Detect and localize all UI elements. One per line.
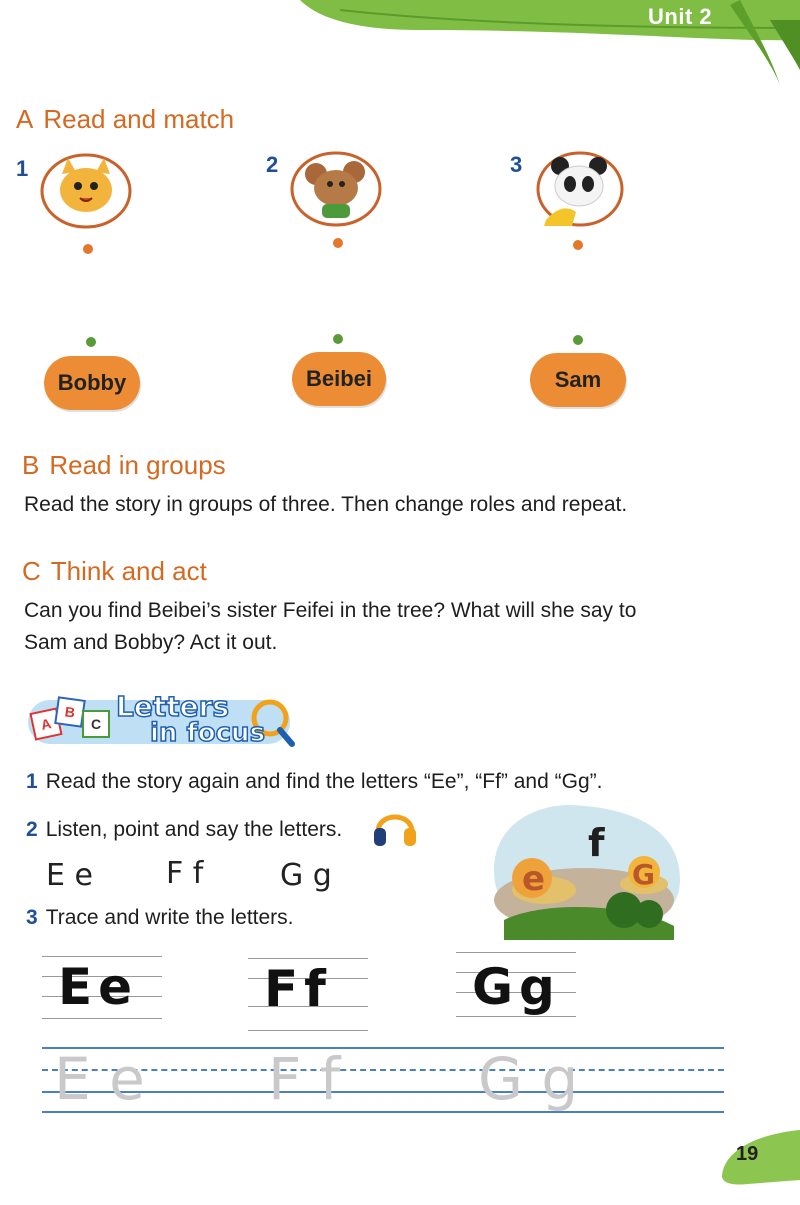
block-b: B (54, 696, 86, 728)
match-dot-top-2[interactable] (333, 238, 343, 248)
faint-ee: E e (54, 1045, 145, 1113)
block-a: A (29, 707, 62, 740)
section-c-heading (22, 556, 207, 587)
trace-ee-letters: Ee (58, 958, 139, 1016)
banner-title-line2: in focus (150, 718, 266, 748)
match-dot-top-3[interactable] (573, 240, 583, 250)
headphones-icon[interactable] (372, 802, 418, 850)
snails-illustration (484, 800, 684, 940)
trace-ff-letters: Ff (264, 960, 332, 1018)
section-b-letter: B (22, 450, 40, 480)
task-2-text: Listen, point and say the letters. (45, 818, 343, 841)
section-c-text-line2: Sam and Bobby? Act it out. (24, 631, 278, 654)
section-c-title: Think and act (50, 556, 207, 586)
cat-character-icon (40, 152, 132, 230)
faint-gg: G g (478, 1045, 579, 1113)
task-2-number: 2 (26, 818, 38, 841)
letter-pair-ee: E e (46, 858, 93, 893)
banner-title-line1: Letters (116, 690, 230, 723)
mouse-character-icon (290, 150, 382, 228)
section-b-heading (22, 450, 226, 481)
item-number-2: 2 (266, 152, 279, 177)
task-3 (26, 906, 294, 930)
task-1 (26, 770, 602, 794)
faint-ff: F f (268, 1045, 341, 1113)
letter-pair-ff: F f (166, 856, 204, 891)
unit-label: Unit 2 (648, 4, 713, 29)
letter-pair-gg: G g (280, 858, 332, 893)
item-number-1: 1 (16, 156, 29, 181)
trace-ee[interactable] (42, 948, 162, 1028)
match-dot-top-1[interactable] (83, 244, 93, 254)
section-c-text-line1: Can you find Beibei’s sister Feifei in the tree? What will she say to (24, 599, 637, 622)
name-pill-bobby[interactable]: Bobby (44, 356, 140, 410)
name-pill-sam[interactable]: Sam (530, 353, 626, 407)
section-a-letter: A (16, 104, 34, 134)
block-c: C (82, 710, 110, 738)
trace-gg-letters: Gg (472, 958, 561, 1016)
snail-letter-e: e (522, 859, 546, 899)
trace-gg[interactable] (456, 948, 576, 1028)
panda-character-icon (532, 150, 624, 228)
letters-in-focus-banner (22, 690, 297, 750)
item-number-3: 3 (510, 152, 523, 177)
section-b-title: Read in groups (49, 450, 226, 480)
trace-ff[interactable] (248, 950, 368, 1030)
hanging-letter-f: f (588, 821, 605, 865)
task-3-text: Trace and write the letters. (45, 906, 294, 929)
snail-letter-g: G (632, 858, 655, 891)
section-b-text: Read the story in groups of three. Then change roles and repeat. (24, 493, 628, 516)
section-c-letter: C (22, 556, 41, 586)
task-2 (26, 818, 342, 842)
match-dot-bottom-3[interactable] (573, 335, 583, 345)
writing-practice-lines[interactable] (42, 1045, 724, 1115)
page-number-leaf (718, 1130, 800, 1186)
section-a-heading (16, 104, 234, 135)
task-1-number: 1 (26, 770, 38, 793)
name-pill-beibei[interactable]: Beibei (292, 352, 386, 406)
page-number: 19 (736, 1143, 759, 1165)
task-3-number: 3 (26, 906, 38, 929)
section-a-title: Read and match (43, 104, 235, 134)
header-leaves-banner (300, 0, 800, 90)
match-dot-bottom-1[interactable] (86, 337, 96, 347)
task-1-text: Read the story again and find the letters “Ee”, “Ff” and “Gg”. (45, 770, 603, 793)
match-dot-bottom-2[interactable] (333, 334, 343, 344)
